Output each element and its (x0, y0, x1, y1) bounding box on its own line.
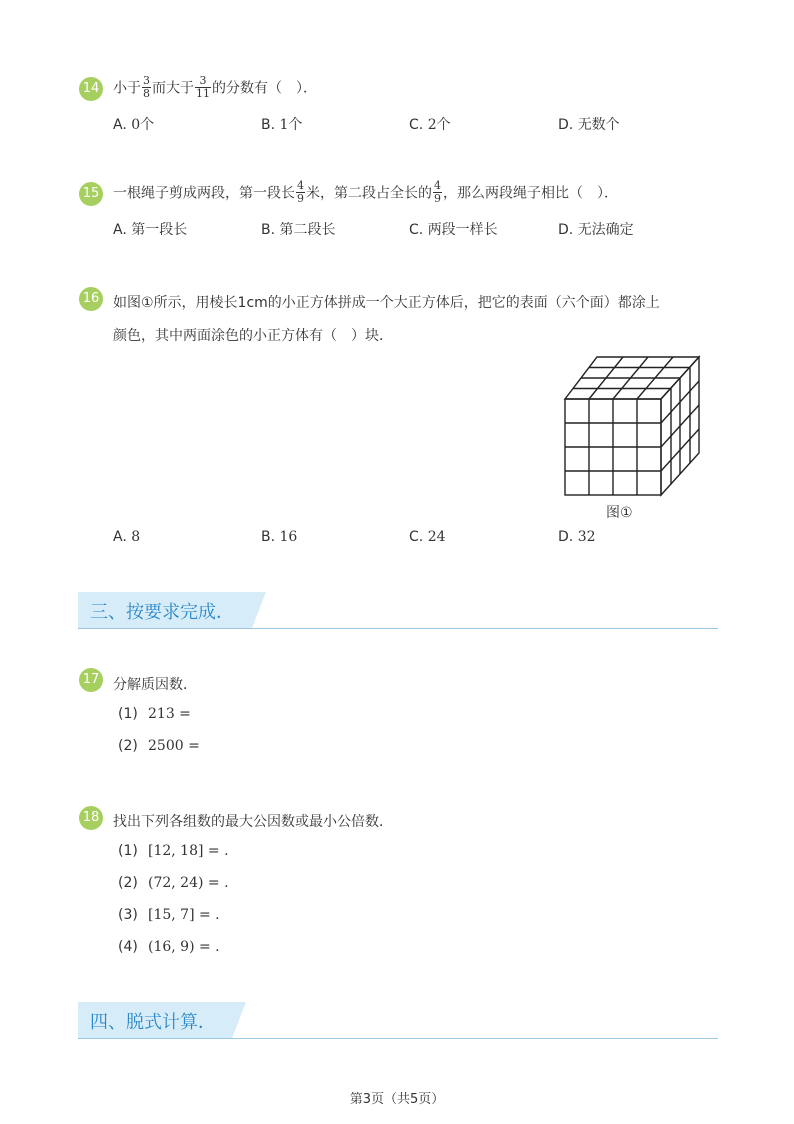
page-footer: 第3页（共5页） (349, 1092, 445, 1107)
cube-figure (560, 352, 706, 498)
sub-question: (3) [15, 7] = . (118, 907, 220, 923)
fraction: $\frac{3}{11}$ (196, 74, 210, 100)
question-15-stem: 一根绳子剪成两段，第一段长 $\frac{4}{9}$ 米，第二段占全长的 $\frac{4}{9}$ ，那么两段绳子相比（ ）． (113, 179, 618, 205)
section-title: 三、按要求完成． (90, 602, 234, 623)
option-c[interactable]: C. 2个 (409, 117, 451, 133)
option-d[interactable]: D. 32 (558, 529, 596, 545)
option-b[interactable]: B. 第二段长 (261, 222, 336, 238)
question-number-badge: 14 (79, 77, 103, 101)
option-b[interactable]: B. 16 (261, 529, 298, 545)
question-16-line-1: 如图①所示，用棱长1cm的小正方体拼成一个大正方体后，把它的表面（六个面）都涂上 (113, 295, 660, 311)
option-a[interactable]: A. 第一段长 (113, 222, 188, 238)
sub-question: (2) 2500 = (118, 738, 200, 754)
section-title: 四、脱式计算． (90, 1012, 216, 1033)
sub-question: (2) (72, 24) = . (118, 875, 229, 891)
figure-caption: 图① (606, 505, 633, 521)
question-16-line-2: 颜色，其中两面涂色的小正方体有（ ）块． (113, 328, 393, 344)
fraction: $\frac{3}{8}$ (143, 74, 150, 100)
question-14-stem: 小于 $\frac{3}{8}$ 而大于 $\frac{3}{11}$ 的分数有（ ）． (113, 74, 317, 100)
option-c[interactable]: C. 两段一样长 (409, 222, 498, 238)
section-header (78, 1002, 718, 1038)
section-divider (78, 1038, 718, 1039)
sub-question: (1) 213 = (118, 706, 191, 722)
option-a[interactable]: A. 8 (113, 529, 141, 545)
sub-question: (1) [12, 18] = . (118, 843, 229, 859)
question-number-badge: 18 (79, 806, 103, 830)
question-17-stem: 分解质因数． (113, 677, 197, 693)
option-b[interactable]: B. 1个 (261, 117, 303, 133)
section-header (78, 592, 718, 628)
sub-question: (4) (16, 9) = . (118, 939, 220, 955)
question-number-badge: 17 (79, 668, 103, 692)
section-divider (78, 628, 718, 629)
question-number-badge: 16 (79, 287, 103, 311)
fraction: $\frac{4}{9}$ (434, 179, 441, 205)
option-d[interactable]: D. 无法确定 (558, 222, 634, 238)
question-number-badge: 15 (79, 182, 103, 206)
question-18-stem: 找出下列各组数的最大公因数或最小公倍数． (113, 814, 393, 830)
fraction: $\frac{4}{9}$ (297, 179, 304, 205)
option-d[interactable]: D. 无数个 (558, 117, 620, 133)
option-a[interactable]: A. 0个 (113, 117, 155, 133)
option-c[interactable]: C. 24 (409, 529, 446, 545)
